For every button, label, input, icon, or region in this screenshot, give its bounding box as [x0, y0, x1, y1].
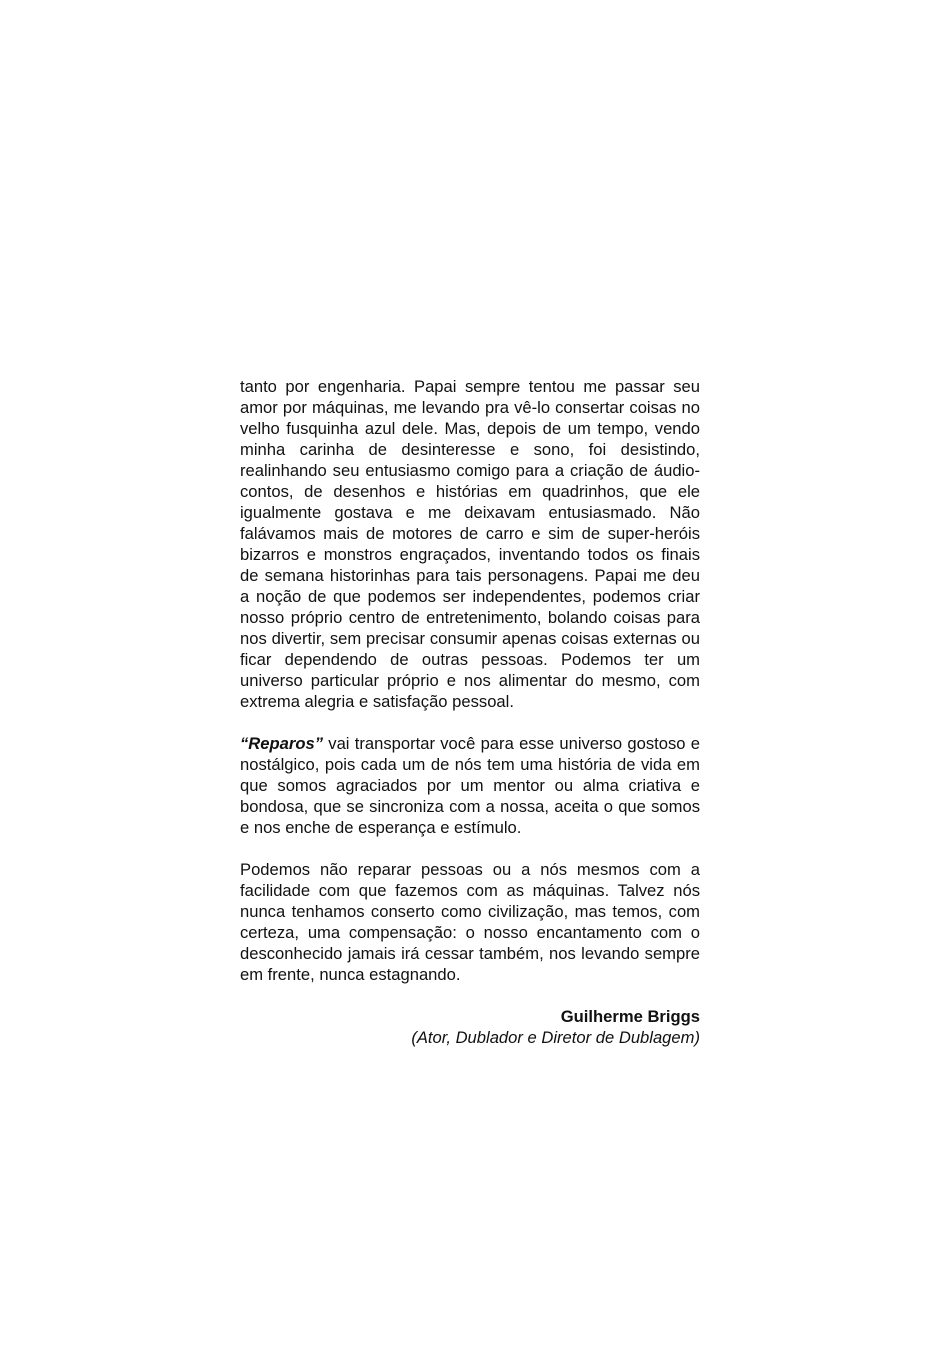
author-role: (Ator, Dublador e Diretor de Dublagem): [411, 1028, 700, 1047]
paragraph-3-text: Podemos não reparar pessoas ou a nós mesmos com a facilidade com que fazemos com as máquinas. Talvez nós nunca tenhamos conserto como civilização, mas temos, com certeza, uma compensação: o nosso encantamento com o desconhecido jamais irá cessar também, nos levando sempre em frente, nunca estagnando.: [240, 860, 700, 984]
paragraph-1: [240, 376, 700, 712]
page-content: [240, 376, 700, 1048]
book-title-reference: “Reparos”: [240, 734, 323, 753]
signature-block: [240, 1006, 700, 1048]
author-name: Guilherme Briggs: [560, 1007, 700, 1026]
paragraph-2-text: vai transportar você para esse universo gostoso e nostálgico, pois cada um de nós tem uma história de vida em que somos agraciados por um mentor ou alma criativa e bondosa, que se sincroniza com a nossa, aceita o que somos e nos enche de esperança e estímulo.: [240, 734, 700, 837]
paragraph-3: [240, 859, 700, 985]
paragraph-2: [240, 733, 700, 838]
paragraph-1-text: tanto por engenharia. Papai sempre tentou me passar seu amor por máquinas, me levando pra vê-lo consertar coisas no velho fusquinha azul dele. Mas, depois de um tempo, vendo minha carinha de desinteresse e sono, foi desistindo, realinhando seu entusiasmo comigo para a criação de áudio-contos, de desenhos e histórias em quadrinhos, que ele igualmente gostava e me deixavam entusiasmado. Não falávamos mais de motores de carro e sim de super-heróis bizarros e monstros engraçados, inventando todos os finais de semana historinhas para tais personagens. Papai me deu a noção de que podemos ser independentes, podemos criar nosso próprio centro de entretenimento, bolando coisas para nos divertir, sem precisar consumir apenas coisas externas ou ficar dependendo de outras pessoas. Podemos ter um universo particular próprio e nos alimentar do mesmo, com extrema alegria e satisfação pessoal.: [240, 377, 700, 711]
